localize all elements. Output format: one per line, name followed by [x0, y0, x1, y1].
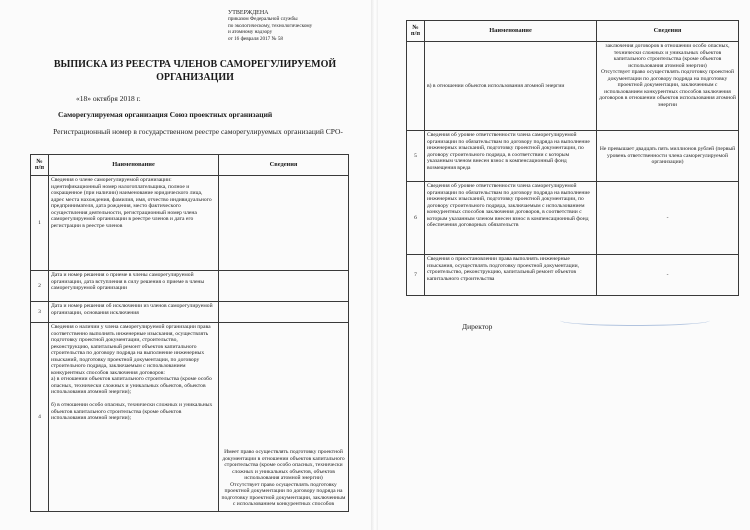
row-number — [407, 42, 425, 131]
approval-block — [228, 10, 368, 42]
document-page-left — [0, 0, 372, 530]
row-number: 4 — [31, 323, 49, 512]
row-info: заключения договоров в отношении особо опасных, технически сложных и уникальных объектов капитального строительства (кроме объектов использования атомной энергии) Отсутствует право осуществлять подготовку проектной документации по договору подряда на подготовку проектной документации, заключенным с использованием конкурентных способов заключения договоров в отношении объектов использования атомной энергии — [597, 42, 739, 131]
header-num: № п/п — [407, 21, 425, 42]
header-info: Сведения — [597, 21, 739, 42]
row-number: 1 — [31, 176, 49, 271]
row-name: Сведения о члене саморегулируемой организации: идентификационный номер налогоплательщика, полное и сокращенное (при наличии) наименование юридического лица, адрес места нахождения, фамилия, имя, отчество индивидуального предпринимателя, дата рождения, место фактического осуществления деятельности, регистрационный номер члена саморегулируемой организации в реестре членов и дата его регистрации в реестре членов — [49, 176, 219, 271]
table-row — [407, 182, 739, 255]
row-name: Дата и номер решения о приеме в члены саморегулируемой организации, дата вступления в силу решения о приеме в члены саморегулируемой организации — [49, 271, 219, 302]
approval-line: от 16 февраля 2017 № 58 — [228, 35, 284, 42]
row-number: 3 — [31, 302, 49, 323]
table-row — [31, 302, 349, 323]
table-row — [407, 131, 739, 182]
row-name: в) в отношении объектов использования атомной энергии — [425, 42, 597, 131]
row-info: Имеет право осуществлять подготовку проектной документации в отношении объектов капитального строительства (кроме особо опасных, технически сложных и уникальных объектов, объектов использования атомной энергии) Отсутствует право осуществлять подготовку проектной документации по договору подряда на подготовку проектной документации, заключенным с использованием конкурентных способов — [219, 323, 349, 512]
row-info: Не превышает двадцать пять миллионов рублей (первый уровень ответственности члена саморегулируемой организации) — [597, 131, 739, 182]
organization-name: Саморегулируемая организация Союз проектных организаций — [58, 110, 273, 119]
row-info: - — [597, 255, 739, 296]
approval-line: и атомному надзору — [228, 29, 273, 36]
row-number: 7 — [407, 255, 425, 296]
document-date: «18» октября 2018 г. — [76, 94, 141, 103]
table-row — [31, 323, 349, 512]
approval-line: приказом Федеральной службы — [228, 16, 298, 23]
header-name: Наименование — [425, 21, 597, 42]
row-number: 2 — [31, 271, 49, 302]
row-name: Сведения о наличии у члена саморегулируемой организации права соответственно выполнять инженерные изыскания, осуществлять подготовку проектной документации, строительство, реконструкцию, капитальный ремонт объектов капитального строительства по договору подряда на выполнение инженерных изысканий, подготовку проектной документации, по договору строительного подряда, заключаемым с использованием конкурентных способов заключения договоров: а) в отношении объектов капитального строительства (кроме особо опасных, технически сложных и уникальных объектов, объектов использования атомной энергии); б) в отношении особо опасных, технически сложных и уникальных объектов капитального строительства (кроме объектов использования атомной энергии); — [49, 323, 219, 512]
members-table-part1 — [30, 154, 349, 512]
row-name: Сведения об уровне ответственности члена саморегулируемой организации по обязательствам по договору подряда на выполнение инженерных изысканий, подготовку проектной документации, по договору строительного подряда, в соответствии с которым указанным членом внесен взнос в компенсационный фонд возмещения вреда — [425, 131, 597, 182]
row-name: Сведения об уровне ответственности члена саморегулируемой организации по обязательствам по договору подряда на выполнение инженерных изысканий, подготовку проектной документации, по договору строительного подряда, заключаемым с использованием конкурентных способов заключения договоров, в соответствии с которым указанным членом внесен взнос в компенсационный фонд обеспечения договорных обязательств — [425, 182, 597, 255]
members-table-part2 — [406, 20, 739, 296]
header-num: № п/п — [31, 155, 49, 176]
row-info: - — [597, 182, 739, 255]
header-info: Сведения — [219, 155, 349, 176]
director-signature-label: Директор — [462, 322, 493, 331]
registration-number-line: Регистрационный номер в государственном реестре саморегулируемых организаций СРО- — [53, 127, 343, 136]
row-name: Дата и номер решения об исключении из членов саморегулируемой организации, основания исключения — [49, 302, 219, 323]
approval-line: по экологическому, технологическому — [228, 22, 313, 29]
row-info — [219, 271, 349, 302]
approval-heading: УТВЕРЖДЕНА — [228, 10, 269, 16]
table-header-row — [31, 155, 349, 176]
table-row — [407, 255, 739, 296]
row-number: 5 — [407, 131, 425, 182]
row-number: 6 — [407, 182, 425, 255]
signature-stroke — [560, 315, 710, 326]
row-info — [219, 176, 349, 271]
table-row — [407, 42, 739, 131]
header-name: Наименование — [49, 155, 219, 176]
row-name: Сведения о приостановлении права выполнять инженерные изыскания, осуществлять подготовку проектной документации, строительство, реконструкцию, капитальный ремонт объектов капитального строительства — [425, 255, 597, 296]
table-row — [31, 271, 349, 302]
document-title: ВЫПИСКА ИЗ РЕЕСТРА ЧЛЕНОВ САМОРЕГУЛИРУЕМОЙ ОРГАНИЗАЦИИ — [53, 59, 337, 83]
table-row — [31, 176, 349, 271]
table-header-row — [407, 21, 739, 42]
row-info — [219, 302, 349, 323]
